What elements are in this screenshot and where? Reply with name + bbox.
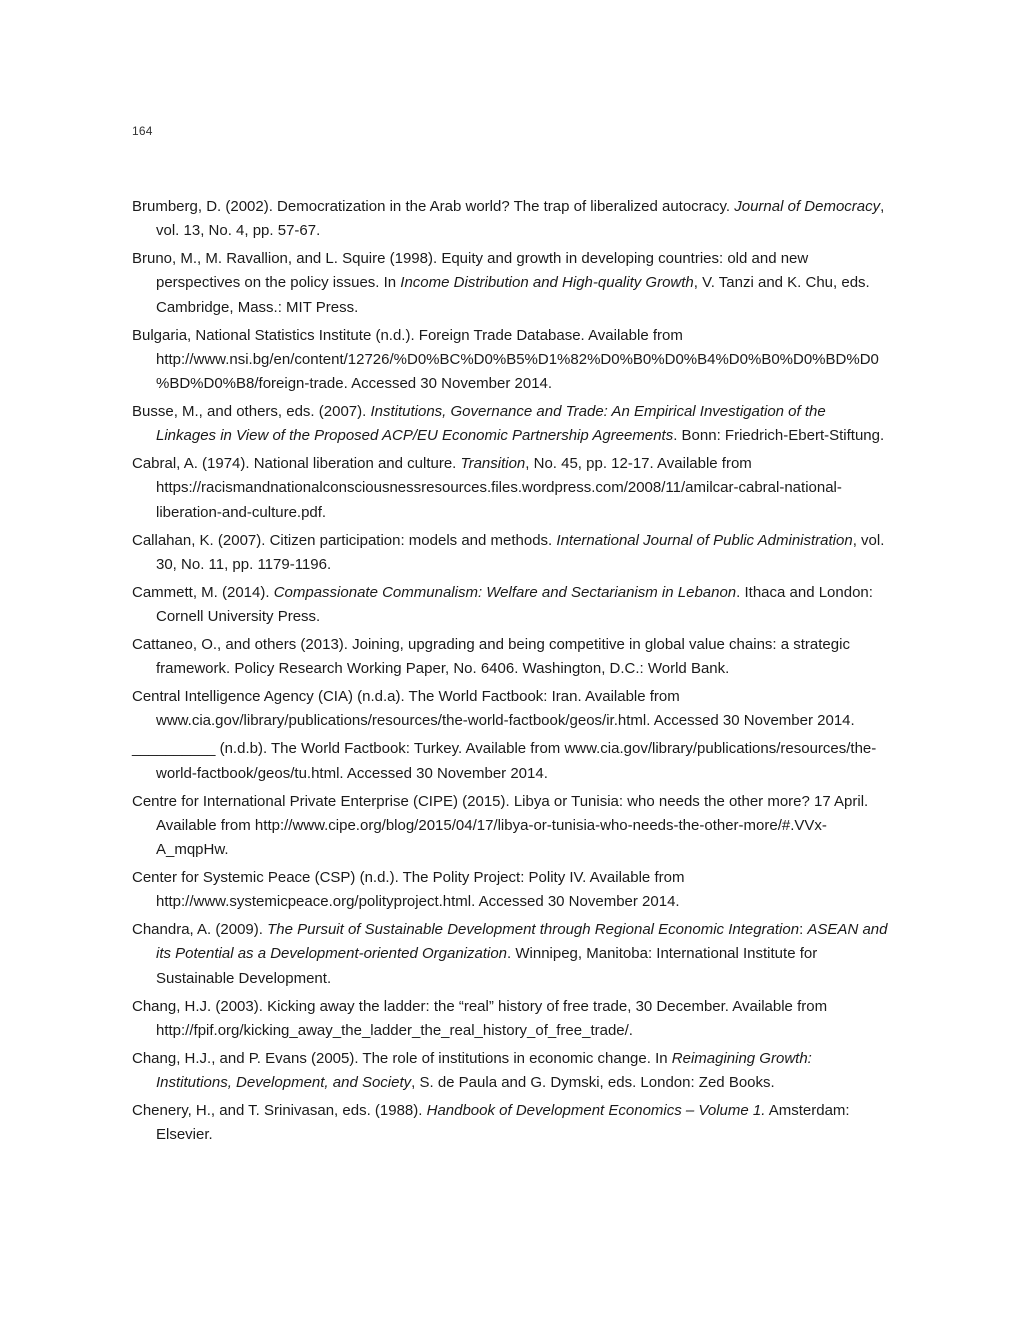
reference-entry bbox=[132, 324, 888, 397]
reference-text: Amsterdam: Elsevier. bbox=[156, 1102, 850, 1144]
reference-text: Brumberg, D. (2002). Democratization in the Arab world? The trap of liberalized autocracy. bbox=[132, 198, 735, 215]
reference-text: Cattaneo, O., and others (2013). Joining, upgrading and being competitive in global value chains: a strategic framework. Policy Research Working Paper, No. 6406. Washington, D.C.: World Bank. bbox=[132, 636, 850, 678]
reference-text: Busse, M., and others, eds. (2007). bbox=[132, 403, 371, 421]
reference-text: . Ithaca and London: Cornell University Press. bbox=[156, 583, 873, 626]
reference-text: Bulgaria, National Statistics Institute (n.d.). Foreign Trade Database. Available from http://www.nsi.bg/en/content/12726/%D0%BC%D0%B5%D1%82%D0%B0%D0%B4%D0%B0%D0%BD%D0%BD%D0%B8/foreign-trade. Accessed 30 November 2014. bbox=[132, 326, 879, 393]
reference-entry bbox=[132, 918, 888, 991]
reference-text: Center for Systemic Peace (CSP) (n.d.). The Polity Project: Polity IV. Available from http://www.systemicpeace.org/polityproject.html. Accessed 30 November 2014. bbox=[132, 869, 685, 911]
reference-entry bbox=[132, 195, 888, 243]
reference-entry bbox=[132, 1099, 888, 1147]
reference-text: , vol. 13, No. 4, pp. 57-67. bbox=[156, 198, 885, 240]
reference-entry bbox=[132, 790, 888, 863]
reference-entry bbox=[132, 685, 888, 733]
reference-title-italic: ASEAN and its Potential as a Development-oriented Organization bbox=[156, 921, 888, 963]
reference-entry bbox=[132, 400, 888, 448]
reference-title-italic: Institutions, Governance and Trade: An Empirical Investigation of the Linkages in View of the Proposed ACP/EU Economic Partnership Agreements bbox=[156, 403, 826, 445]
reference-entry bbox=[132, 633, 888, 681]
reference-title-italic: Compassionate Communalism: Welfare and Sectarianism in Lebanon bbox=[273, 583, 737, 601]
reference-entry bbox=[132, 452, 888, 525]
reference-entry bbox=[132, 866, 888, 914]
reference-entry bbox=[132, 247, 888, 320]
reference-text: Cabral, A. (1974). National liberation and culture. bbox=[132, 455, 461, 473]
reference-text: . Bonn: Friedrich-Ebert-Stiftung. bbox=[673, 427, 885, 445]
reference-title-italic: Income Distribution and High-quality Growth bbox=[400, 274, 694, 292]
reference-title-italic: The Pursuit of Sustainable Development through Regional Economic Integration bbox=[267, 921, 800, 939]
reference-entry bbox=[132, 995, 888, 1043]
reference-title-italic: International Journal of Public Administration bbox=[556, 531, 853, 549]
reference-entry bbox=[132, 737, 888, 785]
reference-title-italic: Journal of Democracy bbox=[734, 198, 881, 215]
reference-title-italic: Reimagining Growth: Institutions, Development, and Society bbox=[156, 1049, 812, 1092]
reference-text: . Winnipeg, Manitoba: International Institute for Sustainable Development. bbox=[156, 945, 818, 987]
reference-text: , V. Tanzi and K. Chu, eds. Cambridge, Mass.: MIT Press. bbox=[156, 274, 870, 316]
reference-text: Central Intelligence Agency (CIA) (n.d.a). The World Factbook: Iran. Available from www.cia.gov/library/publications/resources/the-world-factbook/geos/ir.html. Accessed 30 November 2014. bbox=[132, 688, 855, 730]
reference-list bbox=[132, 195, 888, 1151]
reference-text: Chandra, A. (2009). bbox=[132, 921, 268, 939]
reference-text: Chang, H.J., and P. Evans (2005). The role of institutions in economic change. In bbox=[132, 1049, 672, 1067]
page-number: 164 bbox=[132, 124, 153, 138]
reference-text: Cammett, M. (2014). bbox=[132, 583, 274, 601]
reference-text: Chang, H.J. (2003). Kicking away the ladder: the “real” history of free trade, 30 December. Available from http://fpif.org/kicking_away_the_ladder_the_real_history_of_free_trade/. bbox=[132, 997, 828, 1039]
reference-text: , vol. 30, No. 11, pp. 1179-1196. bbox=[156, 531, 885, 573]
reference-entry bbox=[132, 581, 888, 629]
reference-text: Centre for International Private Enterprise (CIPE) (2015). Libya or Tunisia: who needs the other more? 17 April. Available from http://www.cipe.org/blog/2015/04/17/libya-or-tunisia-who-needs-the-other-more/#.VVx-A_mqpHw. bbox=[132, 792, 869, 859]
reference-text: __________ (n.d.b). The World Factbook: Turkey. Available from www.cia.gov/library/publications/resources/the-world-factbook/geos/tu.html. Accessed 30 November 2014. bbox=[132, 740, 877, 782]
reference-text: : bbox=[799, 921, 808, 939]
reference-entry bbox=[132, 529, 888, 577]
reference-text: , S. de Paula and G. Dymski, eds. London: Zed Books. bbox=[411, 1074, 775, 1092]
reference-title-italic: Transition bbox=[460, 455, 526, 473]
reference-title-italic: Handbook of Development Economics – Volume 1. bbox=[426, 1102, 766, 1120]
reference-text: Callahan, K. (2007). Citizen participation: models and methods. bbox=[132, 531, 557, 549]
reference-text: Chenery, H., and T. Srinivasan, eds. (1988). bbox=[132, 1102, 427, 1120]
reference-text: Bruno, M., M. Ravallion, and L. Squire (1998). Equity and growth in developing countries: old and new perspectives on the policy issues. In bbox=[132, 250, 809, 292]
reference-entry bbox=[132, 1047, 888, 1095]
reference-text: , No. 45, pp. 12-17. Available from https://racismandnationalconsciousnessresources.files.wordpress.com/2008/11/amilcar-cabral-national-liberation-and-culture.pdf. bbox=[156, 455, 842, 521]
